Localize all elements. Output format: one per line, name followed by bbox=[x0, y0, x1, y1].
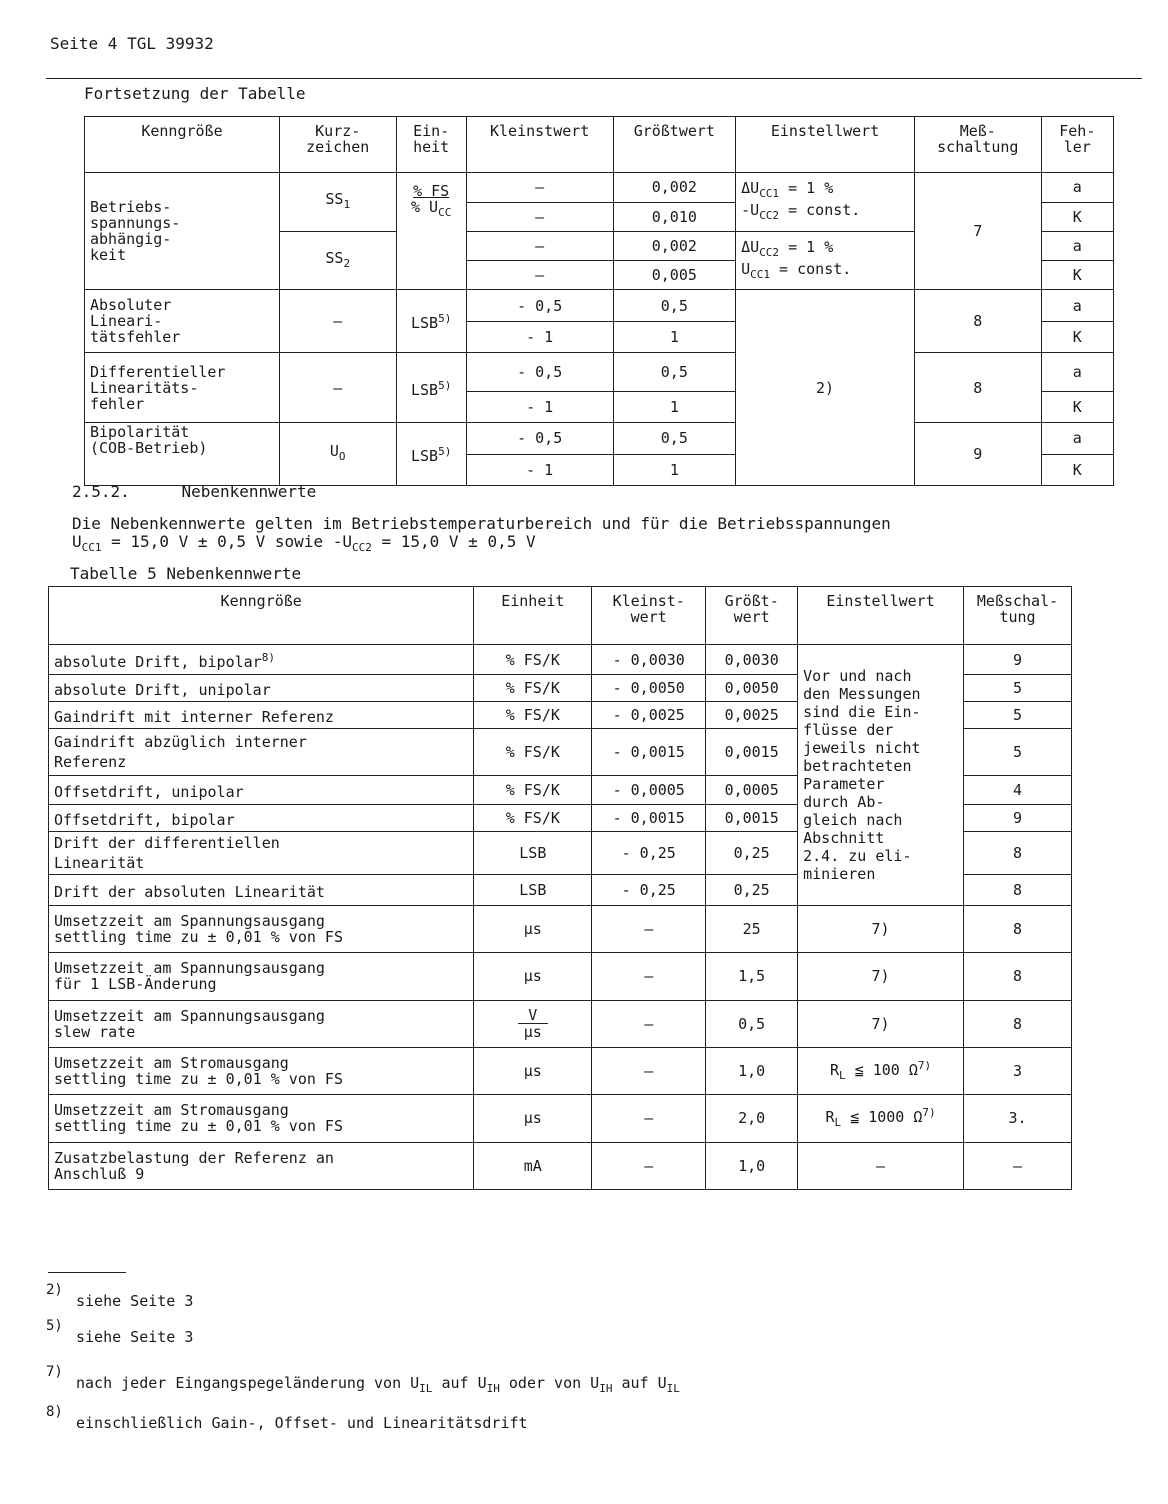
footnote-7: 7)nach jeder Eingangspegeländerung von $U_{IL}$ auf $U_{IH}$ oder von $U_{IH}$ auf $U_{IL}$ bbox=[46, 1364, 680, 1395]
error-class: K bbox=[1041, 391, 1113, 423]
max-value: 25 bbox=[706, 905, 798, 952]
error-class: K bbox=[1041, 261, 1113, 290]
setting: 7) bbox=[798, 953, 964, 1000]
max-value: 0,0030 bbox=[706, 644, 798, 675]
max-value: 1 bbox=[613, 321, 736, 353]
setting: – bbox=[798, 1142, 964, 1189]
unit: % FS/K bbox=[474, 805, 592, 832]
max-value: 0,0015 bbox=[706, 805, 798, 832]
symbol-dlin: – bbox=[279, 353, 396, 423]
circuit: 9 bbox=[964, 644, 1072, 675]
header-einstellwert: Einstellwert bbox=[736, 117, 915, 173]
section-title: Nebenkennwerte bbox=[181, 482, 317, 501]
min-value: - 1 bbox=[466, 391, 613, 423]
table-row bbox=[49, 1000, 1072, 1047]
row-label-ss: Betriebs- spannungs- abhängig- keit bbox=[85, 173, 280, 290]
min-value: - 0,0015 bbox=[592, 728, 706, 775]
max-value: 1 bbox=[613, 454, 736, 486]
unit-dlin: LSB$^{5)}$ bbox=[396, 353, 466, 423]
max-value: 0,0005 bbox=[706, 776, 798, 805]
unit: % FS/K bbox=[474, 644, 592, 675]
param-name: Umsetzzeit am Spannungsausgang für 1 LSB-Änderung bbox=[49, 953, 474, 1000]
circuit-bip: 9 bbox=[914, 423, 1041, 486]
symbol-ss2: $SS_2$ bbox=[279, 231, 396, 290]
circuit: 5 bbox=[964, 702, 1072, 729]
setting-ss1: $\Delta U_{CC1} = 1$ % $-U_{CC2}$ = const. bbox=[736, 173, 915, 232]
max-value: 2,0 bbox=[706, 1095, 798, 1142]
error-class: K bbox=[1041, 202, 1113, 231]
setting-shared: 2) bbox=[736, 290, 915, 486]
circuit: 3 bbox=[964, 1047, 1072, 1094]
max-value: 0,25 bbox=[706, 875, 798, 906]
header-rule bbox=[46, 78, 1142, 79]
param-name: Offsetdrift, bipolar bbox=[49, 805, 474, 832]
circuit-lin: 8 bbox=[914, 290, 1041, 353]
param-name: Umsetzzeit am Spannungsausgang slew rate bbox=[49, 1000, 474, 1047]
min-value: - 0,0030 bbox=[592, 644, 706, 675]
error-class: K bbox=[1041, 454, 1113, 486]
max-value: 1,0 bbox=[706, 1047, 798, 1094]
footnote-5: 5)siehe Seite 3 bbox=[46, 1318, 194, 1346]
header-kurzzeichen: Kurz- zeichen bbox=[279, 117, 396, 173]
header-messschaltung: Meßschal- tung bbox=[964, 587, 1072, 645]
error-class: a bbox=[1041, 173, 1113, 202]
unit: V µs bbox=[474, 1000, 592, 1047]
max-value: 1,5 bbox=[706, 953, 798, 1000]
table-row bbox=[49, 644, 1072, 675]
unit: LSB bbox=[474, 831, 592, 874]
setting-shared: Vor und nach den Messungen sind die Ein- flüsse der jeweils nicht betrachteten Parameter durch Ab- gleich nach Abschnitt 2.4. zu eli- minieren bbox=[798, 644, 964, 905]
circuit: 5 bbox=[964, 728, 1072, 775]
header-groesstwert: Größtwert bbox=[613, 117, 736, 173]
max-value: 0,010 bbox=[613, 202, 736, 231]
circuit: – bbox=[964, 1142, 1072, 1189]
min-value: – bbox=[592, 953, 706, 1000]
min-value: – bbox=[592, 1095, 706, 1142]
table-row bbox=[49, 1047, 1072, 1094]
circuit: 8 bbox=[964, 875, 1072, 906]
row-label-bip: Bipolarität (COB-Betrieb) bbox=[85, 423, 280, 486]
setting-ss2: $\Delta U_{CC2} = 1$ % $U_{CC1}$ = const. bbox=[736, 231, 915, 290]
param-name: Gaindrift abzüglich interner Referenz bbox=[49, 728, 474, 775]
unit: µs bbox=[474, 1047, 592, 1094]
max-value: 0,0025 bbox=[706, 702, 798, 729]
section-text-line2: $U_{CC1} = 15,0$ V ± 0,5 V sowie $-U_{CC2} = 15,0$ V ± 0,5 V bbox=[72, 532, 536, 555]
max-value: 0,0050 bbox=[706, 675, 798, 702]
max-value: 0,002 bbox=[613, 173, 736, 202]
header-kleinstwert: Kleinst- wert bbox=[592, 587, 706, 645]
row-label-lin: Absoluter Lineari- tätsfehler bbox=[85, 290, 280, 353]
section-number: 2.5.2. bbox=[72, 482, 130, 501]
min-value: - 0,25 bbox=[592, 831, 706, 874]
table-row bbox=[49, 1095, 1072, 1142]
max-value: 1,0 bbox=[706, 1142, 798, 1189]
table1-caption: Fortsetzung der Tabelle bbox=[84, 84, 306, 103]
header-einheit: Ein- heit bbox=[396, 117, 466, 173]
unit: µs bbox=[474, 905, 592, 952]
min-value: – bbox=[466, 173, 613, 202]
table-row bbox=[49, 1142, 1072, 1189]
param-name: Umsetzzeit am Stromausgang settling time zu ± 0,01 % von FS bbox=[49, 1047, 474, 1094]
error-class: K bbox=[1041, 321, 1113, 353]
min-value: - 0,25 bbox=[592, 875, 706, 906]
header-kleinstwert: Kleinstwert bbox=[466, 117, 613, 173]
param-name: absolute Drift, bipolar$^{8)}$ bbox=[49, 644, 474, 675]
unit: µs bbox=[474, 1095, 592, 1142]
table-row bbox=[49, 953, 1072, 1000]
param-name: Gaindrift mit interner Referenz bbox=[49, 702, 474, 729]
max-value: 0,5 bbox=[613, 353, 736, 391]
min-value: - 0,0015 bbox=[592, 805, 706, 832]
setting: $R_L$ ≦ 1000 $\Omega^{7)}$ bbox=[798, 1095, 964, 1142]
setting: 7) bbox=[798, 905, 964, 952]
table2-caption: Tabelle 5 Nebenkennwerte bbox=[70, 564, 302, 583]
footnote-8: 8)einschließlich Gain-, Offset- und Linearitätsdrift bbox=[46, 1404, 528, 1432]
param-name: absolute Drift, unipolar bbox=[49, 675, 474, 702]
row-label-dlin: Differentieller Linearitäts- fehler bbox=[85, 353, 280, 423]
circuit: 8 bbox=[964, 905, 1072, 952]
circuit: 8 bbox=[964, 831, 1072, 874]
max-value: 0,5 bbox=[613, 290, 736, 322]
param-name: Zusatzbelastung der Referenz an Anschluß 9 bbox=[49, 1142, 474, 1189]
min-value: – bbox=[466, 202, 613, 231]
header-kenngroesse: Kenngröße bbox=[85, 117, 280, 173]
setting: $R_L$ ≦ 100 $\Omega^{7)}$ bbox=[798, 1047, 964, 1094]
param-name: Offsetdrift, unipolar bbox=[49, 776, 474, 805]
min-value: – bbox=[466, 231, 613, 260]
table-row bbox=[49, 905, 1072, 952]
min-value: – bbox=[592, 1047, 706, 1094]
max-value: 0,25 bbox=[706, 831, 798, 874]
symbol-bip: $U_O$ bbox=[279, 423, 396, 486]
param-name: Umsetzzeit am Stromausgang settling time zu ± 0,01 % von FS bbox=[49, 1095, 474, 1142]
min-value: - 0,0005 bbox=[592, 776, 706, 805]
unit: % FS/K bbox=[474, 702, 592, 729]
symbol-ss1: $SS_1$ bbox=[279, 173, 396, 232]
min-value: - 0,5 bbox=[466, 290, 613, 322]
min-value: – bbox=[592, 1142, 706, 1189]
max-value: 0,5 bbox=[613, 423, 736, 455]
header-einheit: Einheit bbox=[474, 587, 592, 645]
unit: % FS/K bbox=[474, 675, 592, 702]
min-value: - 0,0050 bbox=[592, 675, 706, 702]
header-kenngroesse: Kenngröße bbox=[49, 587, 474, 645]
max-value: 0,002 bbox=[613, 231, 736, 260]
section-text-line1: Die Nebenkennwerte gelten im Betriebstemperaturbereich und für die Betriebsspannungen bbox=[72, 514, 891, 533]
circuit: 4 bbox=[964, 776, 1072, 805]
header-messschaltung: Meß- schaltung bbox=[914, 117, 1041, 173]
max-value: 1 bbox=[613, 391, 736, 423]
circuit: 9 bbox=[964, 805, 1072, 832]
unit-bip: LSB$^{5)}$ bbox=[396, 423, 466, 486]
header-fehler: Feh- ler bbox=[1041, 117, 1113, 173]
param-name: Drift der absoluten Linearität bbox=[49, 875, 474, 906]
unit: LSB bbox=[474, 875, 592, 906]
unit: % FS/K bbox=[474, 776, 592, 805]
param-name: Drift der differentiellen Linearität bbox=[49, 831, 474, 874]
error-class: a bbox=[1041, 423, 1113, 455]
min-value: - 0,5 bbox=[466, 423, 613, 455]
circuit: 3. bbox=[964, 1095, 1072, 1142]
circuit: 5 bbox=[964, 675, 1072, 702]
min-value: - 0,0025 bbox=[592, 702, 706, 729]
unit: mA bbox=[474, 1142, 592, 1189]
circuit: 8 bbox=[964, 953, 1072, 1000]
header-groesstwert: Größt- wert bbox=[706, 587, 798, 645]
min-value: - 0,5 bbox=[466, 353, 613, 391]
param-name: Umsetzzeit am Spannungsausgang settling time zu ± 0,01 % von FS bbox=[49, 905, 474, 952]
page-header: Seite 4 TGL 39932 bbox=[50, 34, 214, 53]
min-value: – bbox=[466, 261, 613, 290]
table-continuation bbox=[84, 116, 1114, 486]
footnote-rule bbox=[48, 1272, 126, 1273]
header-einstellwert: Einstellwert bbox=[798, 587, 964, 645]
unit: µs bbox=[474, 953, 592, 1000]
setting: 7) bbox=[798, 1000, 964, 1047]
error-class: a bbox=[1041, 353, 1113, 391]
min-value: - 1 bbox=[466, 321, 613, 353]
unit-ss: % FS % $U_{CC}$ bbox=[396, 173, 466, 290]
footnote-2: 2)siehe Seite 3 bbox=[46, 1282, 194, 1310]
min-value: - 1 bbox=[466, 454, 613, 486]
unit-lin: LSB$^{5)}$ bbox=[396, 290, 466, 353]
unit: % FS/K bbox=[474, 728, 592, 775]
symbol-lin: – bbox=[279, 290, 396, 353]
max-value: 0,005 bbox=[613, 261, 736, 290]
circuit: 8 bbox=[964, 1000, 1072, 1047]
min-value: – bbox=[592, 1000, 706, 1047]
section-heading bbox=[72, 482, 316, 501]
error-class: a bbox=[1041, 290, 1113, 322]
circuit-ss: 7 bbox=[914, 173, 1041, 290]
min-value: – bbox=[592, 905, 706, 952]
max-value: 0,5 bbox=[706, 1000, 798, 1047]
max-value: 0,0015 bbox=[706, 728, 798, 775]
error-class: a bbox=[1041, 231, 1113, 260]
table-nebenkennwerte bbox=[48, 586, 1072, 1190]
circuit-dlin: 8 bbox=[914, 353, 1041, 423]
